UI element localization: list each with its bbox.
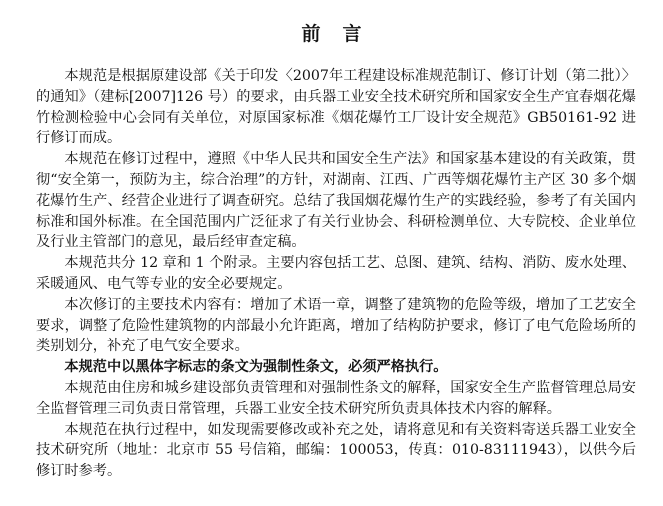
paragraph-origin: 本规范是根据原建设部《关于印发〈2007年工程建设标准规范制订、修订计划（第二批）〉的通知》（建标[2007]126 号）的要求，由兵器工业安全技术研究所和国家安全生产宜春烟花爆竹检测检验中心会同有关单位，对原国家标准《烟花爆竹工厂设计安全规范》GB50161-92 进行修订而成。 [36, 68, 636, 147]
paragraph-feedback: 本规范在执行过程中，如发现需要修改或补充之处，请将意见和有关资料寄送兵器工业安全技术研究所（地址：北京市 55 号信箱，邮编：100053，传真：010-83111943），以供今后修订时参考。 [36, 421, 636, 480]
paragraph-management: 本规范由住房和城乡建设部负责管理和对强制性条文的解释，国家安全生产监督管理总局安全监督管理三司负责日常管理，兵器工业安全技术研究所负责具体技术内容的解释。 [36, 379, 636, 417]
paragraph-contents: 本规范共分 12 章和 1 个附录。主要内容包括工艺、总图、建筑、结构、消防、废水处理、采暖通风、电气等专业的安全必要规定。 [36, 255, 636, 292]
paragraph-mandatory-clauses: 本规范中以黑体字标志的条文为强制性条文，必须严格执行。 [64, 359, 448, 376]
document-body [36, 66, 636, 482]
paragraph-revision-process: 本规范在修订过程中，遵照《中华人民共和国安全生产法》和国家基本建设的有关政策，贯彻“安全第一，预防为主，综合治理”的方针，对湖南、江西、广西等烟花爆竹主产区 30 多个烟花爆竹生产、经营企业进行了调查研究。总结了我国烟花爆竹生产的实践经验，参考了有关国内标准和国外标准。在全国范围内广泛征求了有关行业协会、科研检测单位、大专院校、企业单位及行业主管部门的意见，最后经审查定稿。 [36, 151, 636, 251]
page-title: 前言 [301, 23, 384, 45]
paragraph-main-changes: 本次修订的主要技术内容有：增加了术语一章，调整了建筑物的危险等级，增加了工艺安全要求，调整了危险性建筑物的内部最小允许距离，增加了结构防护要求，修订了电气危险场所的类别划分，补充了电气安全要求。 [36, 296, 636, 355]
